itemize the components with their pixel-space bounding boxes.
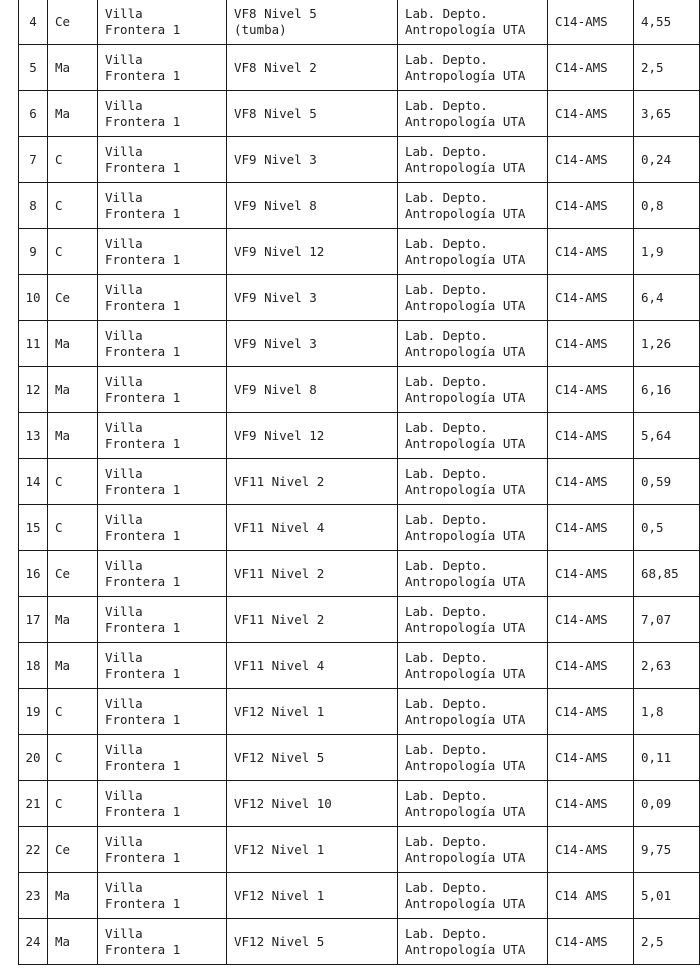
value-cell: 5,64 <box>634 413 700 459</box>
context-level-cell: VF8 Nivel 5 (tumba) <box>227 0 398 45</box>
site-name-cell: Villa Frontera 1 <box>98 873 227 919</box>
laboratory-cell: Lab. Depto. Antropología UTA <box>398 413 548 459</box>
laboratory-cell: Lab. Depto. Antropología UTA <box>398 505 548 551</box>
value-cell: 3,65 <box>634 91 700 137</box>
table-row <box>19 597 700 643</box>
table-row <box>19 873 700 919</box>
table-row <box>19 183 700 229</box>
row-number-cell: 10 <box>19 275 48 321</box>
laboratory-cell: Lab. Depto. Antropología UTA <box>398 137 548 183</box>
method-cell: C14-AMS <box>548 45 634 91</box>
table-row <box>19 413 700 459</box>
context-level-cell: VF9 Nivel 3 <box>227 275 398 321</box>
row-number-cell: 7 <box>19 137 48 183</box>
table-row <box>19 275 700 321</box>
sample-type-cell: C <box>48 689 98 735</box>
sample-type-cell: Ma <box>48 413 98 459</box>
site-name-cell: Villa Frontera 1 <box>98 689 227 735</box>
context-level-cell: VF9 Nivel 3 <box>227 321 398 367</box>
value-cell: 2,63 <box>634 643 700 689</box>
table-row <box>19 137 700 183</box>
value-cell: 0,24 <box>634 137 700 183</box>
method-cell: C14-AMS <box>548 367 634 413</box>
row-number-cell: 4 <box>19 0 48 45</box>
laboratory-cell: Lab. Depto. Antropología UTA <box>398 0 548 45</box>
row-number-cell: 23 <box>19 873 48 919</box>
table-row <box>19 91 700 137</box>
site-name-cell: Villa Frontera 1 <box>98 321 227 367</box>
sample-type-cell: C <box>48 735 98 781</box>
value-cell: 9,75 <box>634 827 700 873</box>
sample-type-cell: Ma <box>48 367 98 413</box>
table-row <box>19 689 700 735</box>
method-cell: C14-AMS <box>548 0 634 45</box>
samples-table <box>18 0 700 965</box>
context-level-cell: VF9 Nivel 8 <box>227 183 398 229</box>
table-body <box>19 0 700 965</box>
site-name-cell: Villa Frontera 1 <box>98 781 227 827</box>
laboratory-cell: Lab. Depto. Antropología UTA <box>398 689 548 735</box>
site-name-cell: Villa Frontera 1 <box>98 137 227 183</box>
sample-type-cell: C <box>48 183 98 229</box>
context-level-cell: VF11 Nivel 4 <box>227 505 398 551</box>
value-cell: 6,16 <box>634 367 700 413</box>
site-name-cell: Villa Frontera 1 <box>98 919 227 965</box>
sample-type-cell: C <box>48 505 98 551</box>
laboratory-cell: Lab. Depto. Antropología UTA <box>398 827 548 873</box>
laboratory-cell: Lab. Depto. Antropología UTA <box>398 551 548 597</box>
row-number-cell: 17 <box>19 597 48 643</box>
row-number-cell: 21 <box>19 781 48 827</box>
table-row <box>19 0 700 45</box>
site-name-cell: Villa Frontera 1 <box>98 459 227 505</box>
site-name-cell: Villa Frontera 1 <box>98 229 227 275</box>
row-number-cell: 6 <box>19 91 48 137</box>
row-number-cell: 9 <box>19 229 48 275</box>
method-cell: C14-AMS <box>548 459 634 505</box>
method-cell: C14-AMS <box>548 91 634 137</box>
value-cell: 5,01 <box>634 873 700 919</box>
context-level-cell: VF11 Nivel 2 <box>227 597 398 643</box>
laboratory-cell: Lab. Depto. Antropología UTA <box>398 781 548 827</box>
value-cell: 1,8 <box>634 689 700 735</box>
site-name-cell: Villa Frontera 1 <box>98 643 227 689</box>
sample-type-cell: Ce <box>48 0 98 45</box>
context-level-cell: VF11 Nivel 2 <box>227 551 398 597</box>
laboratory-cell: Lab. Depto. Antropología UTA <box>398 643 548 689</box>
sample-type-cell: C <box>48 781 98 827</box>
sample-type-cell: Ma <box>48 643 98 689</box>
row-number-cell: 16 <box>19 551 48 597</box>
row-number-cell: 18 <box>19 643 48 689</box>
value-cell: 1,26 <box>634 321 700 367</box>
laboratory-cell: Lab. Depto. Antropología UTA <box>398 45 548 91</box>
value-cell: 6,4 <box>634 275 700 321</box>
laboratory-cell: Lab. Depto. Antropología UTA <box>398 597 548 643</box>
row-number-cell: 24 <box>19 919 48 965</box>
context-level-cell: VF12 Nivel 1 <box>227 873 398 919</box>
sample-type-cell: Ma <box>48 597 98 643</box>
context-level-cell: VF9 Nivel 12 <box>227 229 398 275</box>
value-cell: 0,11 <box>634 735 700 781</box>
method-cell: C14-AMS <box>548 781 634 827</box>
laboratory-cell: Lab. Depto. Antropología UTA <box>398 91 548 137</box>
site-name-cell: Villa Frontera 1 <box>98 0 227 45</box>
context-level-cell: VF9 Nivel 8 <box>227 367 398 413</box>
context-level-cell: VF9 Nivel 3 <box>227 137 398 183</box>
method-cell: C14-AMS <box>548 505 634 551</box>
row-number-cell: 12 <box>19 367 48 413</box>
laboratory-cell: Lab. Depto. Antropología UTA <box>398 919 548 965</box>
context-level-cell: VF11 Nivel 4 <box>227 643 398 689</box>
value-cell: 1,9 <box>634 229 700 275</box>
sample-type-cell: Ce <box>48 551 98 597</box>
row-number-cell: 5 <box>19 45 48 91</box>
laboratory-cell: Lab. Depto. Antropología UTA <box>398 321 548 367</box>
site-name-cell: Villa Frontera 1 <box>98 827 227 873</box>
value-cell: 68,85 <box>634 551 700 597</box>
method-cell: C14-AMS <box>548 229 634 275</box>
method-cell: C14-AMS <box>548 643 634 689</box>
method-cell: C14-AMS <box>548 413 634 459</box>
method-cell: C14-AMS <box>548 551 634 597</box>
table-row <box>19 781 700 827</box>
site-name-cell: Villa Frontera 1 <box>98 413 227 459</box>
context-level-cell: VF8 Nivel 5 <box>227 91 398 137</box>
value-cell: 2,5 <box>634 919 700 965</box>
method-cell: C14-AMS <box>548 321 634 367</box>
table-row <box>19 505 700 551</box>
table-row <box>19 735 700 781</box>
value-cell: 7,07 <box>634 597 700 643</box>
laboratory-cell: Lab. Depto. Antropología UTA <box>398 873 548 919</box>
sample-type-cell: Ma <box>48 873 98 919</box>
context-level-cell: VF12 Nivel 1 <box>227 827 398 873</box>
table-row <box>19 367 700 413</box>
site-name-cell: Villa Frontera 1 <box>98 45 227 91</box>
site-name-cell: Villa Frontera 1 <box>98 597 227 643</box>
row-number-cell: 22 <box>19 827 48 873</box>
sample-type-cell: Ma <box>48 91 98 137</box>
row-number-cell: 8 <box>19 183 48 229</box>
method-cell: C14-AMS <box>548 919 634 965</box>
table-row <box>19 919 700 965</box>
laboratory-cell: Lab. Depto. Antropología UTA <box>398 367 548 413</box>
table-row <box>19 321 700 367</box>
context-level-cell: VF12 Nivel 1 <box>227 689 398 735</box>
row-number-cell: 14 <box>19 459 48 505</box>
sample-type-cell: C <box>48 137 98 183</box>
sample-type-cell: C <box>48 229 98 275</box>
site-name-cell: Villa Frontera 1 <box>98 551 227 597</box>
method-cell: C14-AMS <box>548 137 634 183</box>
row-number-cell: 15 <box>19 505 48 551</box>
laboratory-cell: Lab. Depto. Antropología UTA <box>398 735 548 781</box>
table-row <box>19 827 700 873</box>
site-name-cell: Villa Frontera 1 <box>98 505 227 551</box>
sample-type-cell: Ma <box>48 919 98 965</box>
site-name-cell: Villa Frontera 1 <box>98 735 227 781</box>
table-row <box>19 459 700 505</box>
row-number-cell: 20 <box>19 735 48 781</box>
value-cell: 0,59 <box>634 459 700 505</box>
method-cell: C14-AMS <box>548 735 634 781</box>
method-cell: C14-AMS <box>548 275 634 321</box>
context-level-cell: VF12 Nivel 5 <box>227 735 398 781</box>
sample-type-cell: Ce <box>48 275 98 321</box>
table-row <box>19 229 700 275</box>
method-cell: C14-AMS <box>548 597 634 643</box>
value-cell: 0,09 <box>634 781 700 827</box>
row-number-cell: 19 <box>19 689 48 735</box>
context-level-cell: VF12 Nivel 10 <box>227 781 398 827</box>
laboratory-cell: Lab. Depto. Antropología UTA <box>398 459 548 505</box>
site-name-cell: Villa Frontera 1 <box>98 367 227 413</box>
laboratory-cell: Lab. Depto. Antropología UTA <box>398 229 548 275</box>
laboratory-cell: Lab. Depto. Antropología UTA <box>398 183 548 229</box>
site-name-cell: Villa Frontera 1 <box>98 91 227 137</box>
value-cell: 2,5 <box>634 45 700 91</box>
method-cell: C14 AMS <box>548 873 634 919</box>
site-name-cell: Villa Frontera 1 <box>98 275 227 321</box>
method-cell: C14-AMS <box>548 183 634 229</box>
method-cell: C14-AMS <box>548 827 634 873</box>
row-number-cell: 11 <box>19 321 48 367</box>
table-row <box>19 551 700 597</box>
method-cell: C14-AMS <box>548 689 634 735</box>
value-cell: 0,5 <box>634 505 700 551</box>
table-row <box>19 643 700 689</box>
value-cell: 4,55 <box>634 0 700 45</box>
context-level-cell: VF8 Nivel 2 <box>227 45 398 91</box>
value-cell: 0,8 <box>634 183 700 229</box>
context-level-cell: VF12 Nivel 5 <box>227 919 398 965</box>
context-level-cell: VF9 Nivel 12 <box>227 413 398 459</box>
context-level-cell: VF11 Nivel 2 <box>227 459 398 505</box>
table-row <box>19 45 700 91</box>
sample-type-cell: Ma <box>48 321 98 367</box>
laboratory-cell: Lab. Depto. Antropología UTA <box>398 275 548 321</box>
sample-type-cell: C <box>48 459 98 505</box>
sample-type-cell: Ma <box>48 45 98 91</box>
sample-type-cell: Ce <box>48 827 98 873</box>
site-name-cell: Villa Frontera 1 <box>98 183 227 229</box>
row-number-cell: 13 <box>19 413 48 459</box>
